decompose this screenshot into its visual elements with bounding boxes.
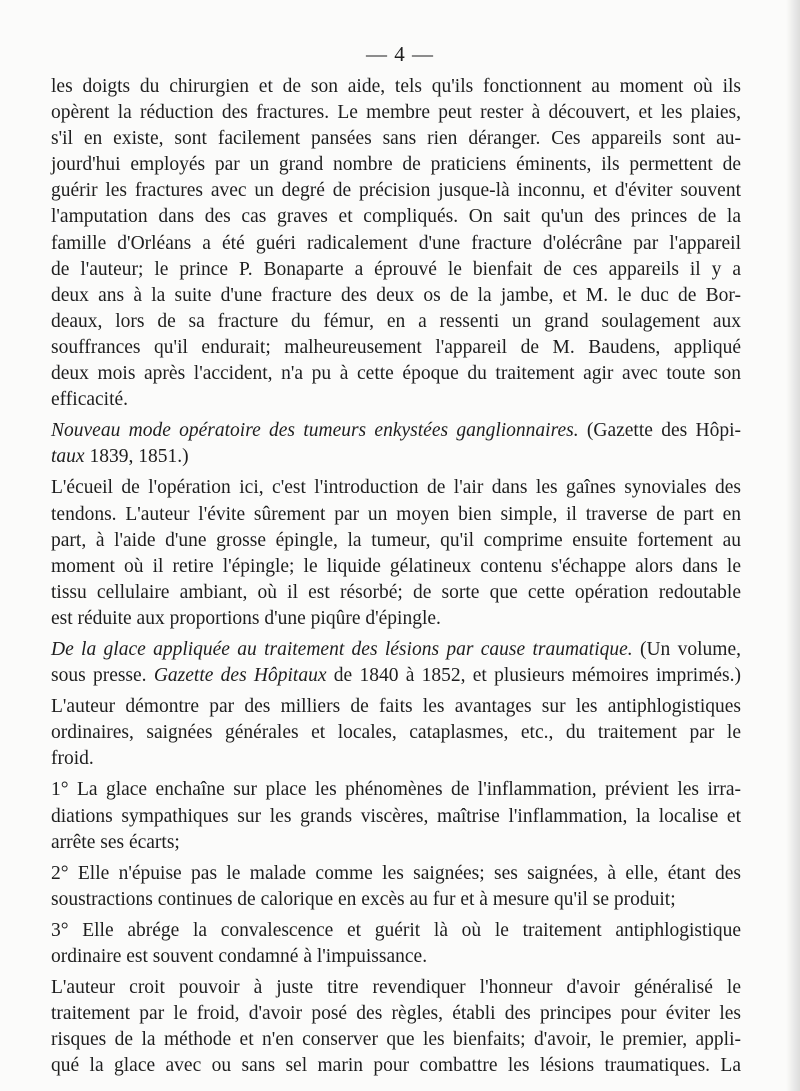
text-line: est réduite aux proportions d'une piqûre d'épingle. xyxy=(51,607,441,629)
text-line: moment où il retire l'épingle; le liquide gélatineux contenu s'échappe alors dans le xyxy=(51,555,741,577)
title-italic: De la glace appliquée au traitement des lésions par cause traumatique. xyxy=(51,638,633,660)
title-line xyxy=(51,444,741,470)
section-title-ganglion-tumors xyxy=(51,418,741,470)
title-line xyxy=(51,418,741,444)
text-line: 3° Elle abrége la convalescence et guérit là où le traitement antiphlogistique xyxy=(51,919,741,941)
paragraph-point-1 xyxy=(51,777,741,855)
text-line: famille d'Orléans a été guéri radicalement d'une fracture d'olécrâne par l'appareil xyxy=(51,232,741,254)
text-line: L'auteur croit pouvoir à juste titre revendiquer l'honneur d'avoir généralisé le xyxy=(51,977,741,999)
text-line: part, à l'aide d'une grosse épingle, la tumeur, qu'il comprime ensuite fortement au xyxy=(51,529,741,551)
title-source: 1839, 1851.) xyxy=(84,446,189,468)
title-italic: Nouveau mode opératoire des tumeurs enkystées ganglionnaires. xyxy=(51,420,579,442)
text-line: traitement par le froid, d'avoir posé des règles, établi des principes pour éviter les xyxy=(51,1003,741,1025)
title-italic: Gazette des Hôpitaux xyxy=(153,665,327,687)
paragraph-fracture-apparatus xyxy=(51,74,741,413)
page-number: — 4 — xyxy=(366,42,434,66)
text-line: s'il en existe, sont facilement pansées sans rien déranger. Ces appareils sont au- xyxy=(51,128,741,150)
text-line: les doigts du chirurgien et de son aide, tels qu'ils fonctionnent au moment où ils xyxy=(51,76,741,97)
title-source: (Gazette des Hôpi- xyxy=(578,420,741,442)
body-text xyxy=(51,74,741,1079)
text-line: L'écueil de l'opération ici, c'est l'introduction de l'air dans les gaînes synoviales des xyxy=(51,477,741,499)
text-line: ordinaire est souvent condamné à l'impuissance. xyxy=(51,946,428,967)
text-line: 1° La glace enchaîne sur place les phénomènes de l'inflammation, prévient les irra- xyxy=(51,779,741,801)
title-line xyxy=(51,637,741,663)
text-line: ordinaires, saignées générales et locales, cataplasmes, etc., du traitement par le xyxy=(51,722,741,744)
paragraph-operation xyxy=(51,475,741,632)
title-line xyxy=(51,663,741,689)
title-source: (Un volume, xyxy=(632,638,741,660)
text-line: froid. xyxy=(51,748,94,770)
title-source: de 1840 à 1852, et plusieurs mémoires imprimés.) xyxy=(326,665,741,687)
text-line: diations sympathiques sur les grands viscères, maîtrise l'inflammation, la localise et xyxy=(51,805,741,827)
text-line: 2° Elle n'épuise pas le malade comme les saignées; ses saignées, à elle, étant des xyxy=(51,862,741,884)
paragraph-point-2 xyxy=(51,861,741,913)
title-italic: taux xyxy=(51,446,85,468)
text-line: opèrent la réduction des fractures. Le membre peut rester à découvert, et les plaies, xyxy=(51,102,741,124)
section-title-ice-treatment xyxy=(51,637,741,689)
paragraph-point-3 xyxy=(51,918,741,970)
paragraph-advantages xyxy=(51,694,741,772)
text-line: l'amputation dans des cas graves et compliqués. On sait qu'un des princes de la xyxy=(51,206,741,228)
text-line: risques de la méthode et n'en conserver que les bienfaits; d'avoir, le premier, appli- xyxy=(51,1029,741,1051)
title-source: sous presse. xyxy=(51,665,154,687)
text-line: deaux, lors de sa fracture du fémur, en a ressenti un grand soulagement aux xyxy=(51,310,741,332)
text-line: tissu cellulaire ambiant, où il est résorbé; de sorte que cette opération redoutable xyxy=(51,581,741,603)
text-line: L'auteur démontre par des milliers de faits les avantages sur les antiphlogistiques xyxy=(51,696,741,718)
text-line: de l'auteur; le prince P. Bonaparte a éprouvé le bienfait de ces appareils il y a xyxy=(51,258,741,280)
text-line: deux mois après l'accident, n'a pu à cette époque du traitement agir avec toute son xyxy=(51,363,741,385)
text-line: jourd'hui employés par un grand nombre de praticiens éminents, ils permettent de xyxy=(51,154,741,176)
text-line: arrête ses écarts; xyxy=(51,831,180,853)
text-line: qué la glace avec ou sans sel marin pour combattre les lésions traumatiques. La xyxy=(51,1055,741,1077)
page-edge-shadow xyxy=(786,0,800,1091)
text-line: soustractions continues de calorique en excès au fur et à mesure qu'il se produit; xyxy=(51,888,676,910)
text-line: tendons. L'auteur l'évite sûrement par un moyen bien simple, il traverse de part en xyxy=(51,503,741,525)
text-line: guérir les fractures avec un degré de précision jusque-là inconnu, et d'éviter souvent xyxy=(51,180,741,202)
text-line: souffrances qu'il endurait; malheureusement l'appareil de M. Baudens, appliqué xyxy=(51,336,741,358)
text-line: efficacité. xyxy=(51,389,129,411)
paragraph-claim xyxy=(51,975,741,1079)
text-line: deux ans à la suite d'une fracture des deux os de la jambe, et M. le duc de Bor- xyxy=(51,284,741,306)
